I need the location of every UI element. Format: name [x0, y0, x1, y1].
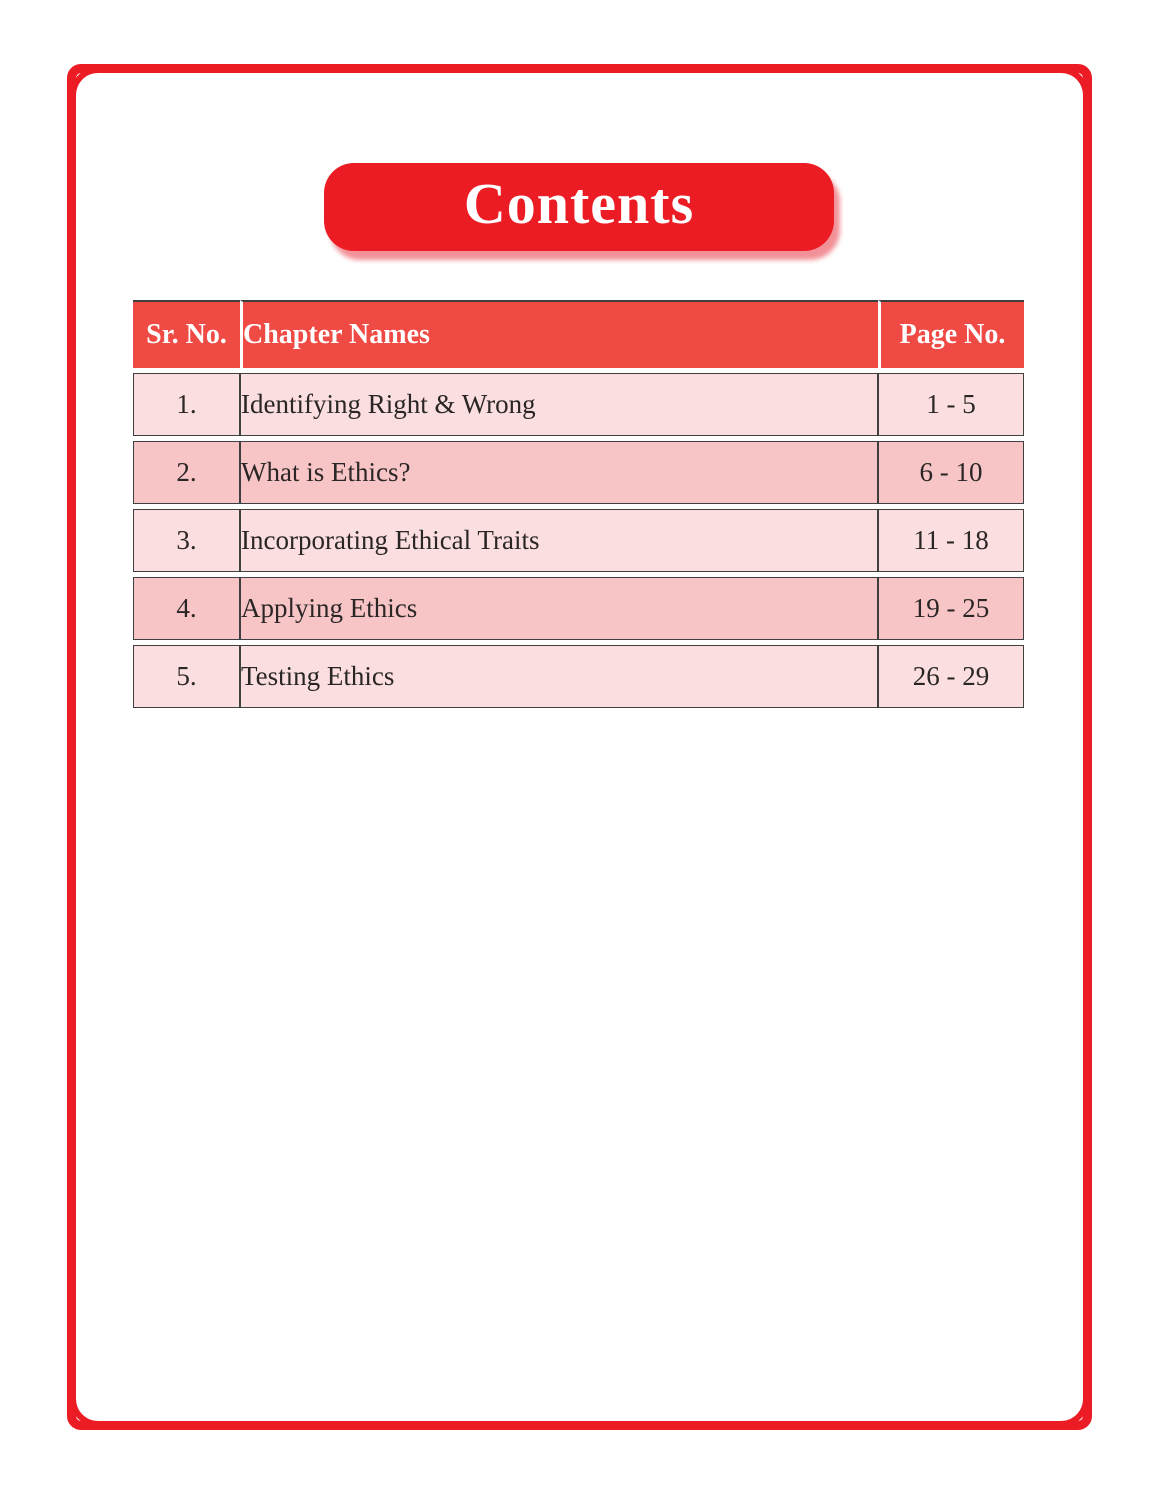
header-sr-no: Sr. No. [133, 300, 240, 368]
toc-table [133, 295, 1024, 713]
cell-chapter-name: What is Ethics? [240, 441, 878, 504]
cell-sr-no: 2. [133, 441, 240, 504]
table-row [133, 509, 1024, 572]
cell-page-range: 19 - 25 [878, 577, 1024, 640]
table-row [133, 577, 1024, 640]
cell-chapter-name: Applying Ethics [240, 577, 878, 640]
cell-chapter-name: Identifying Right & Wrong [240, 373, 878, 436]
cell-page-range: 1 - 5 [878, 373, 1024, 436]
cell-sr-no: 4. [133, 577, 240, 640]
header-page-no: Page No. [878, 300, 1024, 368]
cell-sr-no: 1. [133, 373, 240, 436]
cell-sr-no: 5. [133, 645, 240, 708]
table-row [133, 441, 1024, 504]
cell-sr-no: 3. [133, 509, 240, 572]
table-row [133, 645, 1024, 708]
cell-chapter-name: Incorporating Ethical Traits [240, 509, 878, 572]
frame-inner-corner [76, 73, 1083, 1421]
cell-page-range: 11 - 18 [878, 509, 1024, 572]
table-row [133, 373, 1024, 436]
cell-page-range: 6 - 10 [878, 441, 1024, 504]
page-title: Contents [463, 171, 695, 236]
contents-title-banner [324, 163, 834, 251]
header-chapter-names: Chapter Names [240, 300, 878, 368]
page-border-frame [67, 64, 1092, 1430]
cell-chapter-name: Testing Ethics [240, 645, 878, 708]
table-header-row [133, 300, 1024, 368]
cell-page-range: 26 - 29 [878, 645, 1024, 708]
